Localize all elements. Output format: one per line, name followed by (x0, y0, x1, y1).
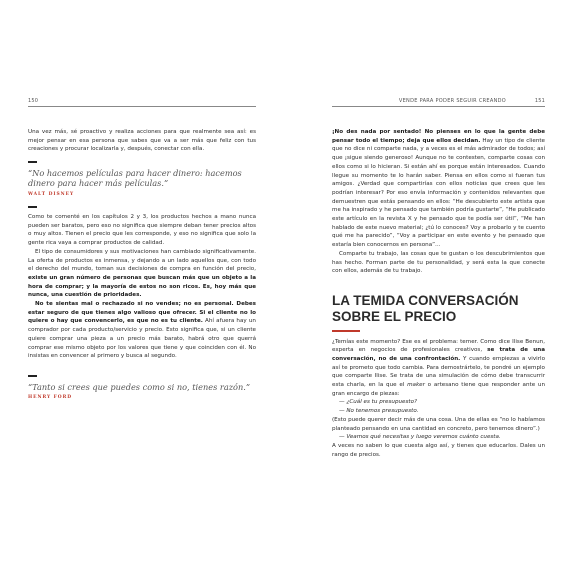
header-rule-left (28, 106, 256, 107)
paragraph: A veces no saben lo que cuesta algo así, y tienes que educarlos. Dales un rango de precios. (332, 442, 545, 458)
quote-dash (28, 161, 37, 163)
dialog-line: — No tenemos presupuesto. (339, 408, 419, 415)
paragraph: El tipo de consumidores y sus motivaciones han cambiado significativamente. La oferta de productos es inmensa, y dejando a un lado aquellos que, con todo el derecho del mundo, toman sus decisiones de compra en función del precio, existe un gran número de personas que buscan más que un objeto a la hora de comprar; y la mayoría de estos no son ricos. Es, hoy más que nunca, una cuestión de prioridades. (28, 248, 256, 299)
page-number-right: 151 (534, 98, 545, 104)
right-page (285, 98, 570, 570)
dialog-line: — Veamos qué necesitas y luego veremos cuánto cuesta. (339, 434, 501, 441)
quote-dash (28, 206, 37, 208)
header-rule-right (332, 106, 545, 107)
intro-paragraph: Una vez más, sé proactivo y realiza acciones para que realmente sea así: es mejor pensar en esa persona que sabes que va a ser más que feliz con tus creaciones y procurar localizarla y, después, conectar con ella. (28, 129, 256, 153)
paragraph: Como te comenté en los capítulos 2 y 3, los productos hechos a mano nunca pueden ser baratos, pero eso no significa que siempre deban tener precios altos o muy altos. Tienen el precio que les corresponde, y eso no significa que solo la gente rica vaya a comprar productos de calidad. (28, 214, 256, 247)
section-heading: LA TEMIDA CONVERSACIÓN SOBRE EL PRECIO (332, 292, 519, 324)
running-head: VENDE PARA PODER SEGUIR CREANDO (398, 98, 506, 104)
paragraph: (Esto puede querer decir más de una cosa. Una de ellas es “no lo habíamos planteado pensando en una cantidad en concreto, pero tenemos dinero”.) (332, 416, 545, 432)
right-column (332, 128, 545, 459)
quote-author-ford: HENRY FORD (28, 395, 73, 401)
left-column (28, 128, 256, 403)
paragraph: ¡No des nada por sentado! No pienses en lo que la gente debe pensar todo el tiempo; deja que ellos decidan. Hay un tipo de cliente que no dice ni comparte nada, y a veces es el más admirador de todos; así que ¡sigue siendo generoso! Aunque no te contesten, comparte cosas con ellos como si lo hicieran. Si están ahí es porque están interesados. Cuando llegue su momento te lo harán saber. Piensa en ellos como si fueran tus amigos. ¿Verdad que compartirías con ellos noticias que crees que les podrían interesar? Por eso envía información y contenidos relevantes que demuestren que estás pensando en ellos: “He descubierto este artista que me ha inspirado y he pensado que también podría gustarte”, “He publicado este artículo en la revista X y he pensado que te podía ser útil”, “Me han hablado de este nuevo material; ¿tú lo conoces? Voy a probarlo y te cuento qué me ha parecido”, “Voy a participar en este evento y he pensado que estaría bien conocernos en persona”… (332, 129, 545, 249)
quote-disney: “No hacemos películas para hacer dinero: hacemos dinero para hacer más películas.” (28, 167, 242, 189)
heading-rule (332, 330, 360, 332)
quote-dash (28, 375, 37, 377)
paragraph: Comparte tu trabajo, las cosas que te gustan o los descubrimientos que has hecho. Forman parte de tu personalidad, y será esta la que conecte con ellos, además de tu trabajo. (332, 250, 545, 275)
left-page (0, 98, 285, 570)
page-number-left: 150 (28, 98, 39, 104)
paragraph: ¿Temías este momento? Ese es el problema: temer. Como dice Ilise Benun, experta en negocios de profesionales creativos, se trata de una conversación, no de una confrontación. Y cuando empiezas a vivirlo así te prometo que todo cambia. Para demostrártelo, te pondré un ejemplo que comparte Ilise. Se trata de una simulación de cómo debe transcurrir esta charla, en la que el maker o artesano tiene que responder ante un gran encargo de piezas: (332, 338, 545, 397)
quote-ford: “Tanto si crees que puedes como si no, tienes razón.” (28, 381, 251, 392)
quote-author-disney: WALT DISNEY (28, 191, 75, 197)
dialog-line: — ¿Cuál es tu presupuesto? (339, 399, 417, 406)
paragraph: No te sientas mal o rechazado si no vendes; no es personal. Debes estar seguro de que tienes algo valioso que ofrecer. Si el cliente no lo quiere o hay que convencerlo, es que no es tu cliente. Ahí afuera hay un comprador por cada producto/servicio y precio. Esto significa que, si un cliente quiere comprar una pieza a un precio más barato, habrá otro que querrá comprar ese mismo objeto por los valores que tiene y que coinciden con él. No insistas en convencer al primero y busca al segundo. (28, 301, 256, 360)
